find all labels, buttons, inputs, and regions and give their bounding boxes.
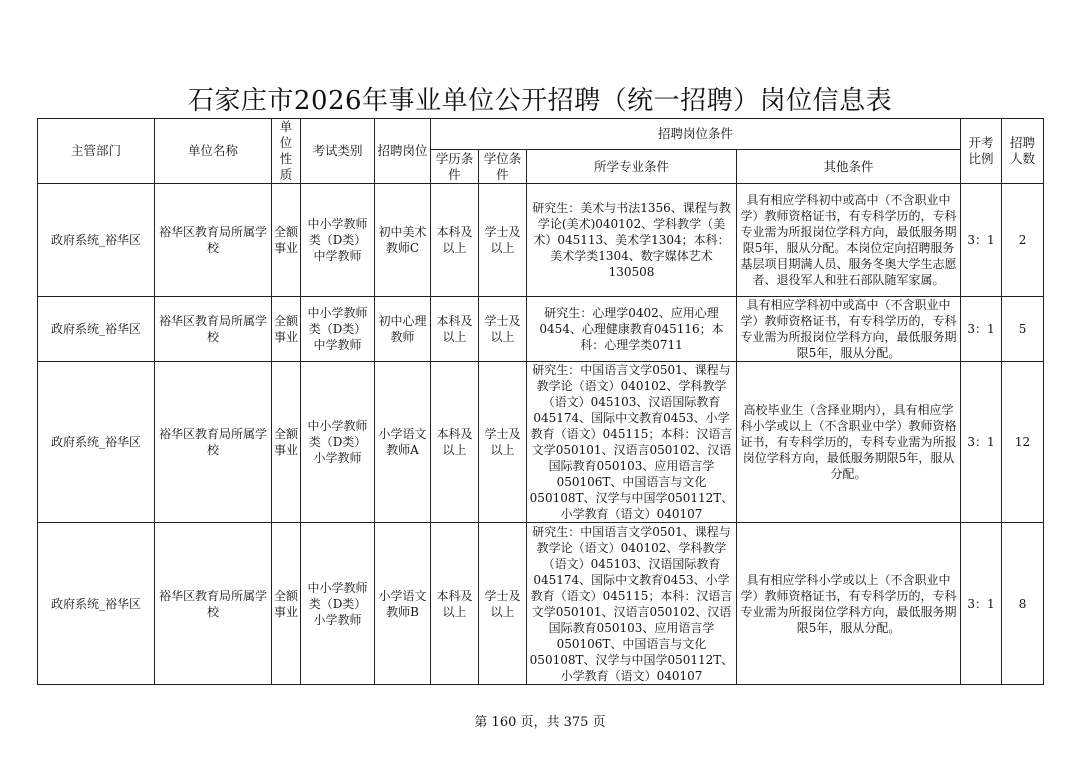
cell-ratio: 3：1 (961, 184, 1002, 297)
cell-exam: 中小学教师类（D类）中学教师 (301, 297, 375, 362)
cell-edu: 本科及以上 (431, 523, 479, 685)
cell-degree: 学士及以上 (479, 184, 527, 297)
cell-nature: 全额事业 (272, 297, 301, 362)
cell-dept: 政府系统_裕华区 (38, 297, 155, 362)
header-ratio: 开考比例 (961, 119, 1002, 184)
cell-exam: 中小学教师类（D类）中学教师 (301, 184, 375, 297)
cell-nature: 全额事业 (272, 523, 301, 685)
cell-major: 研究生：美术与书法1356、课程与教学论(美术)040102、学科教学（美术）045113、美术学1304；本科：美术学类1304、数字媒体艺术130508 (527, 184, 737, 297)
header-edu: 学历条件 (431, 150, 479, 184)
cell-major: 研究生：中国语言文学0501、课程与教学论（语文）040102、学科教学（语文）045103、汉语国际教育045174、国际中文教育0453、小学教育（语文）045115；本科：汉语言文学050101、汉语言050102、汉语国际教育050103、应用语言学050106T、中国语言与文化050108T、汉学与中国学050112T、小学教育（语文）040107 (527, 362, 737, 523)
cell-dept: 政府系统_裕华区 (38, 362, 155, 523)
cell-exam: 中小学教师类（D类）小学教师 (301, 523, 375, 685)
cell-post: 小学语文教师A (375, 362, 431, 523)
header-exam: 考试类别 (301, 119, 375, 184)
cell-nature: 全额事业 (272, 184, 301, 297)
cell-exam: 中小学教师类（D类）小学教师 (301, 362, 375, 523)
cell-count: 2 (1002, 184, 1044, 297)
cell-other: 高校毕业生（含择业期内），具有相应学科小学或以上（不含职业中学）教师资格证书，有专科学历的，专科专业需为所报岗位学科方向，最低服务期限5年，服从分配。 (737, 362, 961, 523)
cell-unit: 裕华区教育局所属学校 (155, 362, 272, 523)
cell-major: 研究生：心理学0402、应用心理0454、心理健康教育045116；本科：心理学类0711 (527, 297, 737, 362)
cell-unit: 裕华区教育局所属学校 (155, 297, 272, 362)
cell-edu: 本科及以上 (431, 184, 479, 297)
cell-count: 5 (1002, 297, 1044, 362)
cell-degree: 学士及以上 (479, 362, 527, 523)
cell-ratio: 3：1 (961, 297, 1002, 362)
cell-post: 初中美术教师C (375, 184, 431, 297)
cell-ratio: 3：1 (961, 523, 1002, 685)
header-degree: 学位条件 (479, 150, 527, 184)
header-row-1 (38, 119, 1044, 150)
header-conditions: 招聘岗位条件 (431, 119, 961, 150)
page-footer: 第 160 页，共 375 页 (474, 715, 606, 730)
cell-edu: 本科及以上 (431, 362, 479, 523)
header-major: 所学专业条件 (527, 150, 737, 184)
cell-nature: 全额事业 (272, 362, 301, 523)
cell-unit: 裕华区教育局所属学校 (155, 184, 272, 297)
cell-dept: 政府系统_裕华区 (38, 523, 155, 685)
cell-dept: 政府系统_裕华区 (38, 184, 155, 297)
header-unit: 单位名称 (155, 119, 272, 184)
table-row (38, 184, 1044, 297)
header-other: 其他条件 (737, 150, 961, 184)
page-title: 石家庄市2026年事业单位公开招聘（统一招聘）岗位信息表 (187, 86, 893, 116)
cell-degree: 学士及以上 (479, 297, 527, 362)
cell-major: 研究生：中国语言文学0501、课程与教学论（语文）040102、学科教学（语文）045103、汉语国际教育045174、国际中文教育0453、小学教育（语文）045115；本科：汉语言文学050101、汉语言050102、汉语国际教育050103、应用语言学050106T、中国语言与文化050108T、汉学与中国学050112T、小学教育（语文）040107 (527, 523, 737, 685)
header-post: 招聘岗位 (375, 119, 431, 184)
cell-post: 初中心理教师 (375, 297, 431, 362)
table-row (38, 523, 1044, 685)
cell-count: 8 (1002, 523, 1044, 685)
header-dept: 主管部门 (38, 119, 155, 184)
job-info-table (37, 118, 1044, 685)
cell-edu: 本科及以上 (431, 297, 479, 362)
table-row (38, 297, 1044, 362)
table-row (38, 362, 1044, 523)
cell-other: 具有相应学科小学或以上（不含职业中学）教师资格证书，有专科学历的，专科专业需为所报岗位学科方向，最低服务期限5年，服从分配。 (737, 523, 961, 685)
cell-other: 具有相应学科初中或高中（不含职业中学）教师资格证书，有专科学历的，专科专业需为所报岗位学科方向，最低服务期限5年，服从分配。本岗位定向招聘服务基层项目期满人员、服务冬奥大学生志愿者、退役军人和驻石部队随军家属。 (737, 184, 961, 297)
cell-post: 小学语文教师B (375, 523, 431, 685)
cell-other: 具有相应学科初中或高中（不含职业中学）教师资格证书，有专科学历的，专科专业需为所报岗位学科方向，最低服务期限5年，服从分配。 (737, 297, 961, 362)
cell-degree: 学士及以上 (479, 523, 527, 685)
header-count: 招聘人数 (1002, 119, 1044, 184)
cell-ratio: 3：1 (961, 362, 1002, 523)
header-nature: 单位性质 (272, 119, 301, 184)
cell-unit: 裕华区教育局所属学校 (155, 523, 272, 685)
cell-count: 12 (1002, 362, 1044, 523)
